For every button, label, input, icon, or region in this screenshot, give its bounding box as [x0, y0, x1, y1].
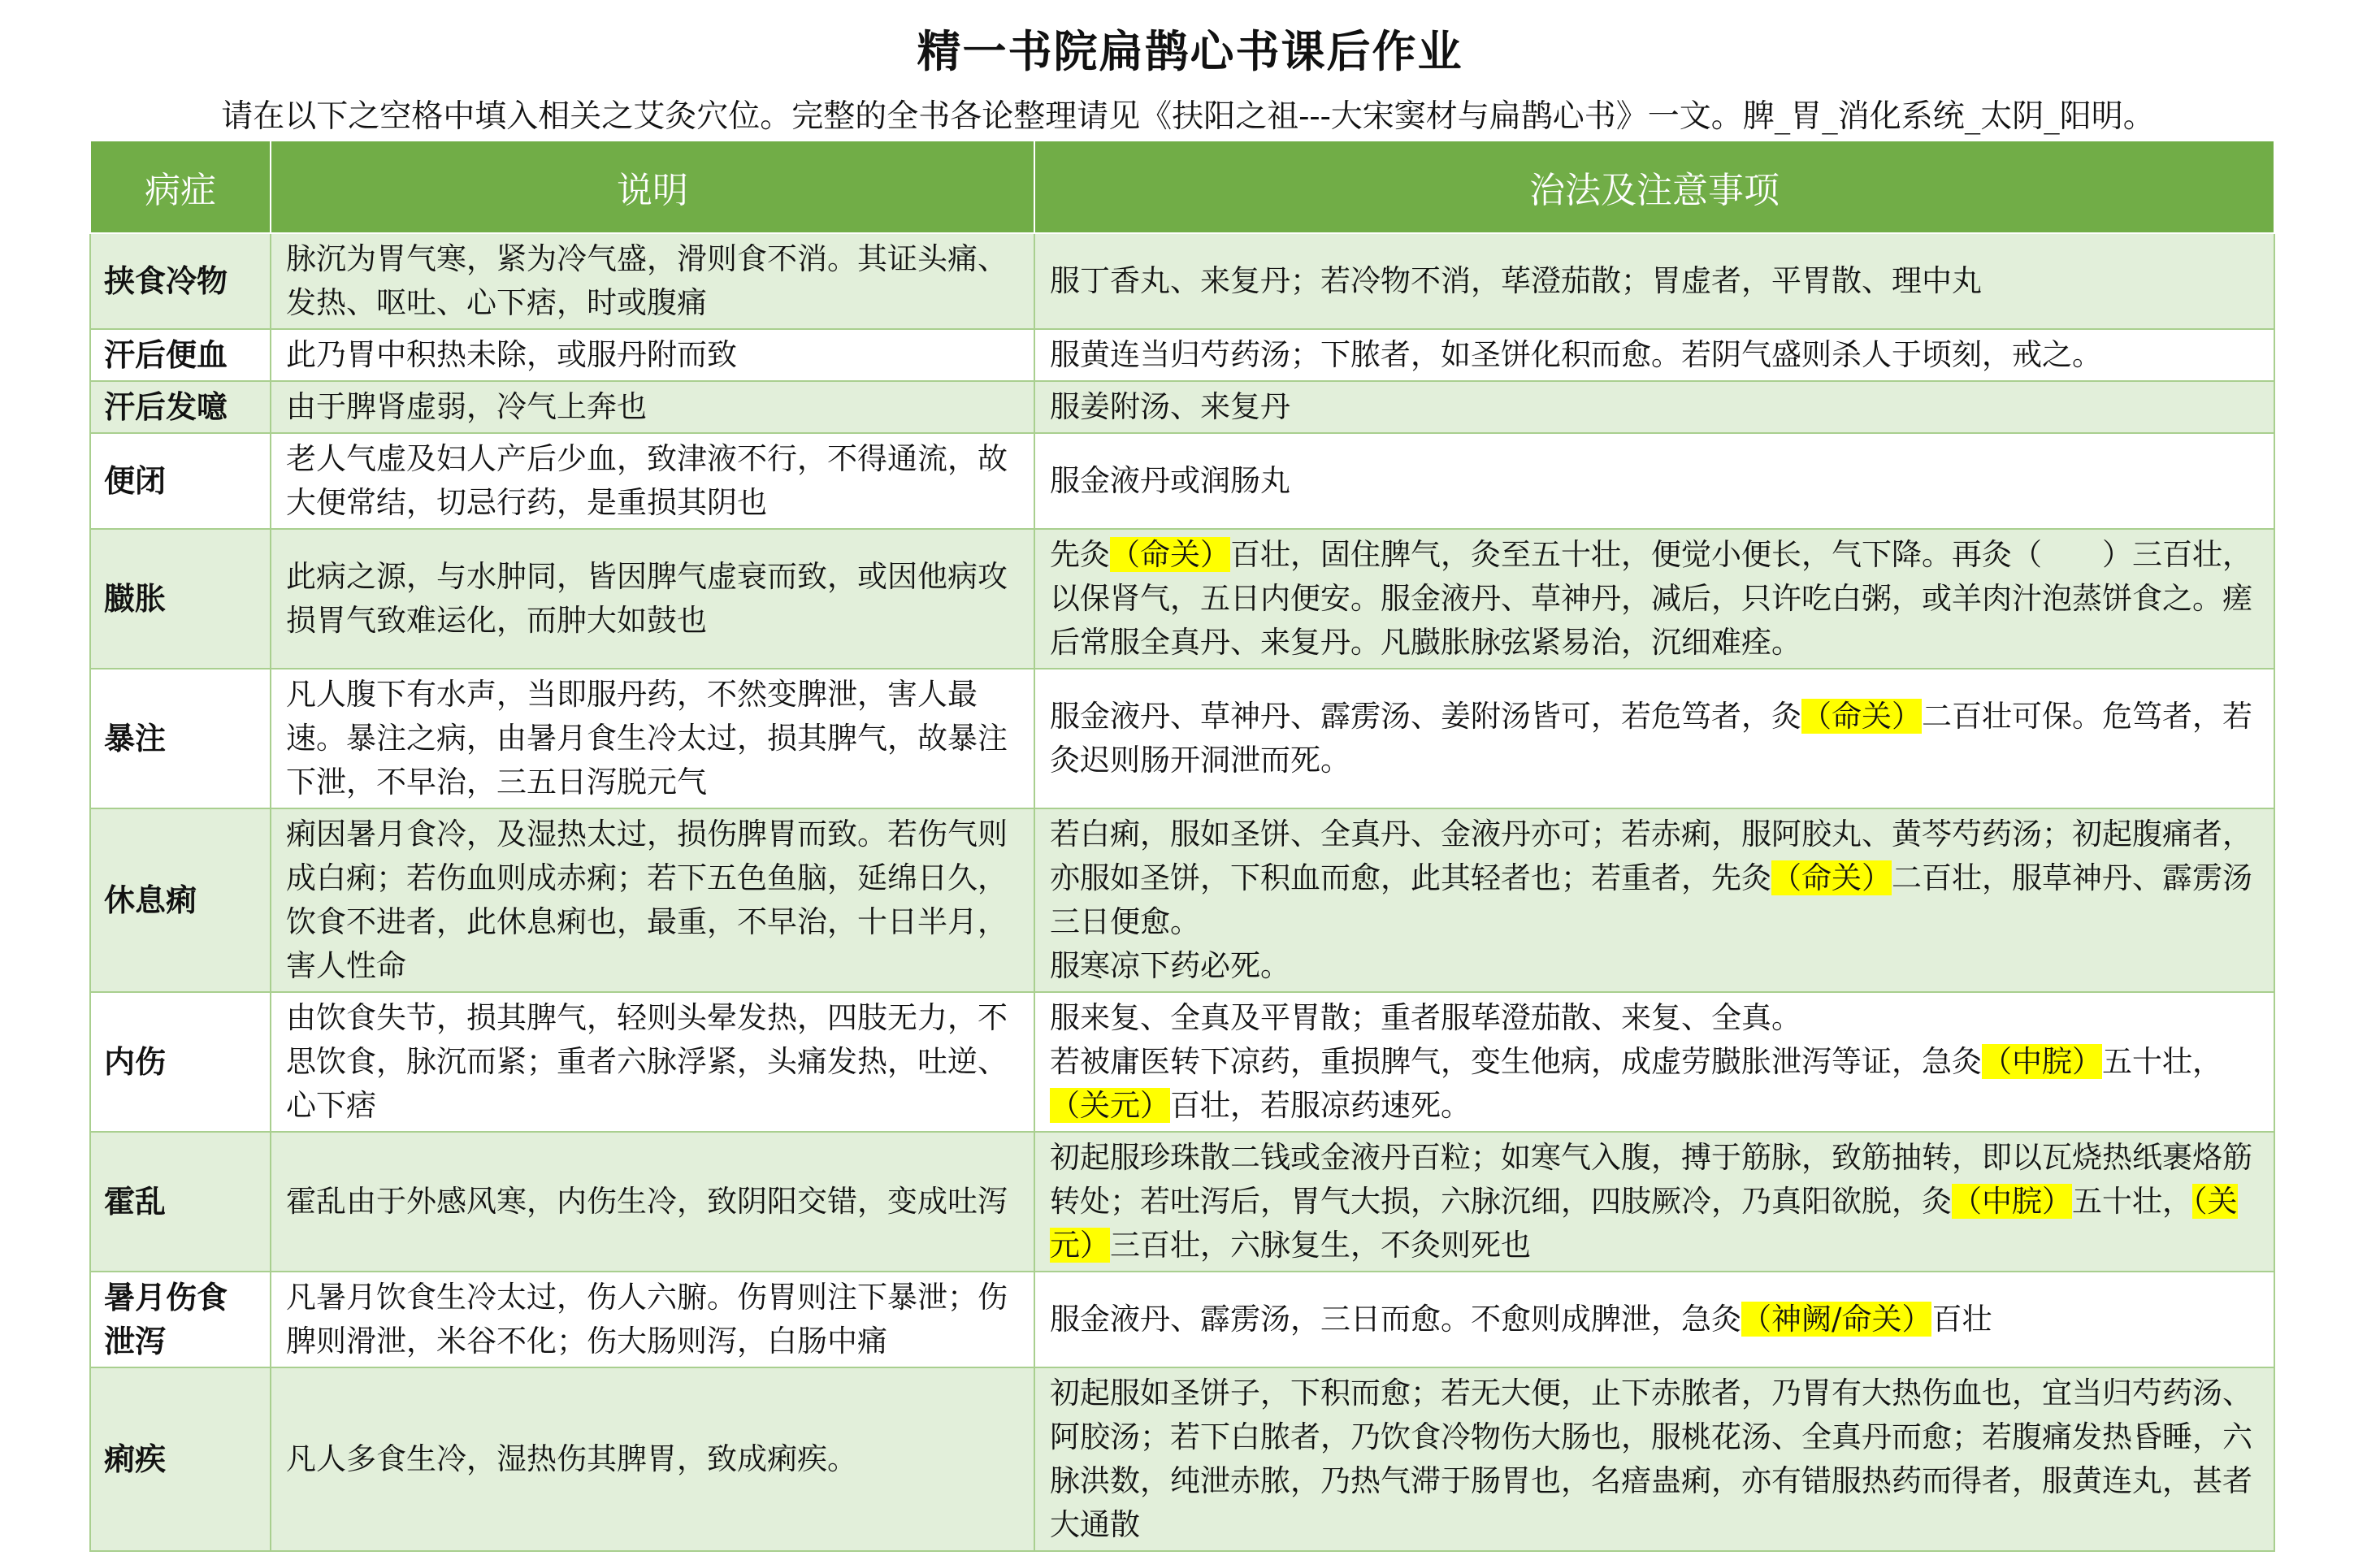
treatment-text: 三百壮，六脉复生，不灸则死也 — [1110, 1228, 1531, 1263]
header-description: 说明 — [271, 141, 1034, 233]
treatment-text: 若被庸医转下凉药，重损脾气，变生他病，成虚劳臌胀泄泻等证，急灸 — [1050, 1044, 1982, 1079]
table-row — [90, 1132, 2274, 1272]
treatment-text: 百壮，固住脾气，灸至五十壮，便觉小便长，气下降。再灸（ ）三百壮，以保肾气，五日内便安。服金液丹、草神丹，减后，只许吃白粥，或羊肉汁泡蒸饼食之。瘥后常服全真丹、来复丹。凡臌胀脉弦紧易治，沉细难痊。 — [1050, 537, 2252, 660]
table-body — [90, 233, 2274, 1551]
disease-cell: 臌胀 — [90, 529, 271, 669]
treatment-text: 初起服珍珠散二钱或金液丹百粒；如寒气入腹，搏于筋脉，致筋抽转，即以瓦烧热纸裹烙筋转处；若吐泻后，胃气大损，六脉沉细，四肢厥冷，乃真阳欲脱，灸 — [1050, 1140, 2252, 1219]
description-cell: 此病之源，与水肿同，皆因脾气虚衰而致，或因他病攻损胃气致难运化，而肿大如鼓也 — [271, 529, 1034, 669]
description-cell: 痢因暑月食冷，及湿热太过，损伤脾胃而致。若伤气则成白痢；若伤血则成赤痢；若下五色鱼脑，延绵日久，饮食不进者，此休息痢也，最重，不早治，十日半月，害人性命 — [271, 808, 1034, 992]
treatment-text: 服来复、全真及平胃散；重者服荜澄茄散、来复、全真。 — [1050, 1000, 1801, 1035]
disease-cell: 挟食冷物 — [90, 233, 271, 329]
treatment-text: 二百壮，服草神丹、霹雳汤三日便愈。 — [1050, 860, 2252, 939]
treatment-text: 初起服如圣饼子，下积而愈；若无大便，止下赤脓者，乃胃有大热伤血也，宜当归芍药汤、阿胶汤；若下白脓者，乃饮食冷物伤大肠也，服桃花汤、全真丹而愈；若腹痛发热昏睡，六脉洪数，纯泄赤脓，乃热气滞于肠胃也，名瘖蛊痢，亦有错服热药而得者，服黄连丸，甚者大通散 — [1050, 1376, 2252, 1542]
description-cell: 由于脾肾虚弱，冷气上奔也 — [271, 381, 1034, 433]
table-row — [90, 529, 2274, 669]
treatment-text: 服黄连当归芍药汤；下脓者，如圣饼化积而愈。若阴气盛则杀人于顷刻，戒之。 — [1050, 337, 2102, 372]
description-cell: 霍乱由于外感风寒，内伤生冷，致阴阳交错，变成吐泻 — [271, 1132, 1034, 1272]
treatment-cell — [1034, 992, 2274, 1132]
acupoint-highlight: （神阙/命关） — [1741, 1302, 1932, 1337]
disease-cell: 休息痢 — [90, 808, 271, 992]
treatment-text: 若白痢，服如圣饼、全真丹、金液丹亦可；若赤痢，服阿胶丸、黄芩芍药汤；初起腹痛者，亦服如圣饼，下积血而愈，此其轻者也；若重者，先灸 — [1050, 817, 2252, 895]
table-row — [90, 233, 2274, 329]
acupoint-highlight: （命关） — [1771, 860, 1892, 895]
acupoint-highlight: （命关） — [1110, 537, 1230, 572]
disease-cell: 暑月伤食泄泻 — [90, 1272, 271, 1367]
treatment-text: 百壮 — [1931, 1302, 1992, 1337]
table-row — [90, 669, 2274, 808]
table-row — [90, 381, 2274, 433]
treatment-text: 服丁香丸、来复丹；若冷物不消，荜澄茄散；胃虚者，平胃散、理中丸 — [1050, 263, 1982, 298]
description-cell: 脉沉为胃气寒，紧为冷气盛，滑则食不消。其证头痛、发热、呕吐、心下痞，时或腹痛 — [271, 233, 1034, 329]
treatment-cell — [1034, 233, 2274, 329]
homework-table — [89, 140, 2275, 1552]
treatment-text: 服金液丹、草神丹、霹雳汤、姜附汤皆可，若危笃者，灸 — [1050, 699, 1801, 734]
treatment-cell — [1034, 1272, 2274, 1367]
treatment-cell — [1034, 529, 2274, 669]
treatment-text: 服金液丹、霹雳汤，三日而愈。不愈则成脾泄，急灸 — [1050, 1302, 1741, 1337]
page-subtitle: 请在以下之空格中填入相关之艾灸穴位。完整的全书各论整理请见《扶阳之祖---大宋窦材与扁鹊心书》一文。脾_胃_消化系统_太阴_阳明。 — [221, 98, 2155, 135]
treatment-text: 服寒凉下药必死。 — [1050, 948, 1290, 983]
table-row — [90, 329, 2274, 381]
acupoint-highlight: （命关） — [1801, 699, 1922, 734]
treatment-text: 五十壮， — [2072, 1184, 2192, 1219]
treatment-cell — [1034, 1132, 2274, 1272]
disease-cell: 汗后发噫 — [90, 381, 271, 433]
acupoint-highlight: （中脘） — [1982, 1044, 2102, 1079]
acupoint-highlight: （关元） — [1050, 1088, 1170, 1123]
disease-cell: 便闭 — [90, 433, 271, 529]
table-header-row — [90, 141, 2274, 233]
description-cell: 凡人多食生冷，湿热伤其脾胃，致成痢疾。 — [271, 1367, 1034, 1551]
disease-cell: 暴注 — [90, 669, 271, 808]
treatment-cell — [1034, 669, 2274, 808]
description-cell: 此乃胃中积热未除，或服丹附而致 — [271, 329, 1034, 381]
treatment-text: 服金液丹或润肠丸 — [1050, 463, 1290, 498]
treatment-cell — [1034, 329, 2274, 381]
disease-cell: 痢疾 — [90, 1367, 271, 1551]
acupoint-highlight: （中脘） — [1952, 1184, 2072, 1219]
table-row — [90, 992, 2274, 1132]
disease-cell: 汗后便血 — [90, 329, 271, 381]
table-row — [90, 1272, 2274, 1367]
description-cell: 凡暑月饮食生冷太过，伤人六腑。伤胃则注下暴泄；伤脾则滑泄，米谷不化；伤大肠则泻，白肠中痛 — [271, 1272, 1034, 1367]
description-cell: 老人气虚及妇人产后少血，致津液不行，不得通流，故大便常结，切忌行药，是重损其阴也 — [271, 433, 1034, 529]
table-row — [90, 808, 2274, 992]
treatment-cell — [1034, 1367, 2274, 1551]
disease-cell: 霍乱 — [90, 1132, 271, 1272]
treatment-text: 服姜附汤、来复丹 — [1050, 389, 1290, 424]
treatment-text: 二百壮可保。危笃者，若灸迟则肠开洞泄而死。 — [1050, 699, 2252, 778]
description-cell: 凡人腹下有水声，当即服丹药，不然变脾泄，害人最速。暴注之病，由暑月食生冷太过，损其脾气，故暴注下泄，不早治，三五日泻脱元气 — [271, 669, 1034, 808]
description-cell: 由饮食失节，损其脾气，轻则头晕发热，四肢无力，不思饮食，脉沉而紧；重者六脉浮紧，头痛发热，吐逆、心下痞 — [271, 992, 1034, 1132]
page-title: 精一书院扁鹊心书课后作业 — [917, 26, 1463, 77]
treatment-text: 五十壮， — [2102, 1044, 2222, 1079]
header-disease: 病症 — [90, 141, 271, 233]
treatment-cell — [1034, 433, 2274, 529]
disease-cell: 内伤 — [90, 992, 271, 1132]
table-row — [90, 433, 2274, 529]
treatment-text: 先灸 — [1050, 537, 1110, 572]
treatment-cell — [1034, 808, 2274, 992]
treatment-cell — [1034, 381, 2274, 433]
treatment-text: 百壮，若服凉药速死。 — [1170, 1088, 1471, 1123]
acupoint-highlight: （关元） — [1050, 1184, 2238, 1263]
header-treatment: 治法及注意事项 — [1034, 141, 2274, 233]
table-row — [90, 1367, 2274, 1551]
